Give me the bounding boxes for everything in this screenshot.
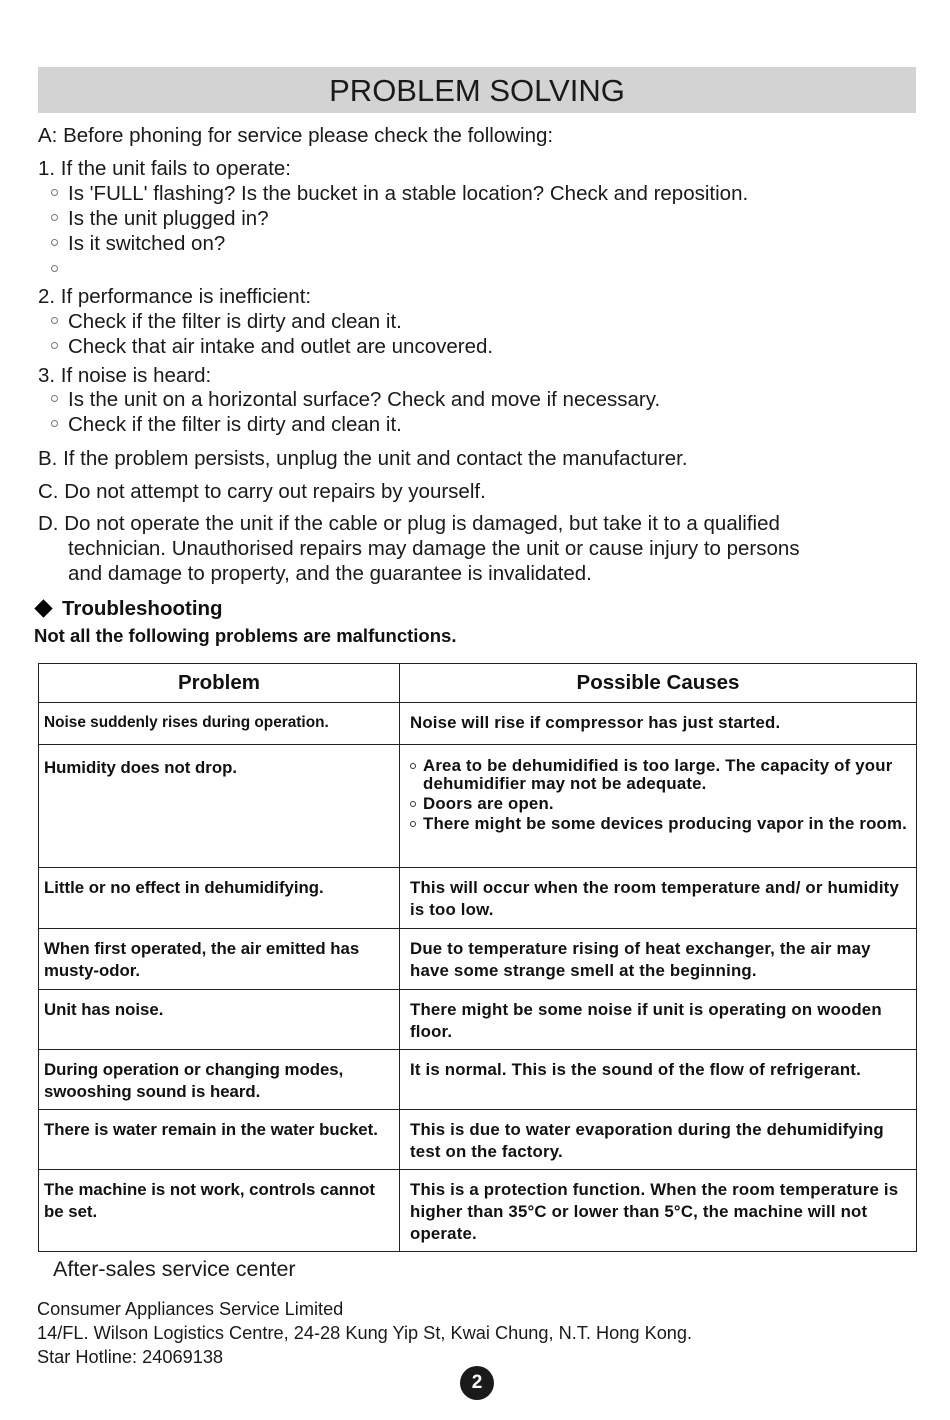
- troubleshooting-heading: Troubleshooting: [62, 597, 223, 620]
- problem-cell: The machine is not work, controls cannot be set.: [39, 1170, 400, 1252]
- after-sales-heading: After-sales service center: [53, 1257, 296, 1281]
- table-row: [39, 1170, 917, 1252]
- table-row: [39, 745, 917, 868]
- cause-cell: This will occur when the room temperature and/ or humidity is too low.: [400, 868, 917, 929]
- problem-cell: Humidity does not drop.: [39, 745, 400, 868]
- table-row: [39, 1110, 917, 1170]
- table-row: [39, 1050, 917, 1110]
- intro-text: A: Before phoning for service please check the following:: [38, 124, 554, 147]
- table-row: [39, 990, 917, 1050]
- cause-cell: This is a protection function. When the room temperature is higher than 35°C or lower than 5°C, the machine will not operate.: [400, 1170, 917, 1252]
- table-row: [39, 929, 917, 990]
- page-title: PROBLEM SOLVING: [329, 73, 625, 108]
- paragraph-d-line1: D. Do not operate the unit if the cable or plug is damaged, but take it to a qualified: [38, 512, 780, 535]
- problem-cell: When first operated, the air emitted has musty-odor.: [39, 929, 400, 990]
- section1-item: Is 'FULL' flashing? Is the bucket in a stable location? Check and reposition.: [68, 182, 749, 205]
- section2-heading: 2. If performance is inefficient:: [38, 285, 312, 308]
- cause-cell: There might be some noise if unit is operating on wooden floor.: [400, 990, 917, 1050]
- problem-cell: During operation or changing modes, swooshing sound is heard.: [39, 1050, 400, 1110]
- table-row: [39, 868, 917, 929]
- troubleshooting-subheading: Not all the following problems are malfunctions.: [34, 625, 457, 646]
- list-item: There might be some devices producing vapor in the room.: [404, 815, 910, 833]
- section3-item: Check if the filter is dirty and clean it.: [68, 413, 402, 436]
- paragraph-d-line2: technician. Unauthorised repairs may damage the unit or cause injury to persons: [68, 537, 800, 560]
- column-header-causes: Possible Causes: [400, 664, 917, 703]
- bullet-icon: [51, 189, 58, 196]
- cause-cell: Due to temperature rising of heat exchanger, the air may have some strange smell at the beginning.: [400, 929, 917, 990]
- bullet-icon: [51, 239, 58, 246]
- cause-cell: Noise will rise if compressor has just started.: [400, 703, 917, 745]
- bullet-icon: [51, 420, 58, 427]
- diamond-icon: [34, 599, 52, 617]
- section1-heading: 1. If the unit fails to operate:: [38, 157, 291, 180]
- bullet-icon: [410, 801, 416, 807]
- service-hotline: Star Hotline: 24069138: [37, 1347, 224, 1367]
- problem-cell: Noise suddenly rises during operation.: [39, 703, 400, 745]
- bullet-icon: [410, 763, 416, 769]
- cause-cell: It is normal. This is the sound of the flow of refrigerant.: [400, 1050, 917, 1110]
- table-row: [39, 703, 917, 745]
- cause-cell: [400, 745, 917, 868]
- service-company: Consumer Appliances Service Limited: [37, 1299, 344, 1319]
- column-header-problem: Problem: [39, 664, 400, 703]
- bullet-icon: [410, 821, 416, 827]
- problem-cell: Unit has noise.: [39, 990, 400, 1050]
- troubleshooting-table: [38, 663, 917, 1252]
- section2-item: Check if the filter is dirty and clean it.: [68, 310, 402, 333]
- paragraph-b: B. If the problem persists, unplug the unit and contact the manufacturer.: [38, 447, 688, 470]
- problem-cell: Little or no effect in dehumidifying.: [39, 868, 400, 929]
- problem-cell: There is water remain in the water bucket.: [39, 1110, 400, 1170]
- bullet-icon: [51, 317, 58, 324]
- page-number: 2: [460, 1366, 494, 1400]
- bullet-icon: [51, 214, 58, 221]
- list-item: Doors are open.: [404, 795, 910, 813]
- table-header-row: [39, 664, 917, 703]
- section3-heading: 3. If noise is heard:: [38, 364, 212, 387]
- bullet-icon: [51, 395, 58, 402]
- section1-item: Is it switched on?: [68, 232, 226, 255]
- bullet-icon: [51, 265, 58, 272]
- cause-cell: This is due to water evaporation during the dehumidifying test on the factory.: [400, 1110, 917, 1170]
- paragraph-d-line3: and damage to property, and the guarantee is invalidated.: [68, 562, 592, 585]
- section1-item: Is the unit plugged in?: [68, 207, 269, 230]
- cause-list: [404, 757, 910, 833]
- section3-item: Is the unit on a horizontal surface? Check and move if necessary.: [68, 388, 661, 411]
- list-item: Area to be dehumidified is too large. The capacity of your dehumidifier may not be adequate.: [404, 757, 910, 793]
- bullet-icon: [51, 342, 58, 349]
- service-address: 14/FL. Wilson Logistics Centre, 24-28 Kung Yip St, Kwai Chung, N.T. Hong Kong.: [37, 1323, 693, 1343]
- paragraph-c: C. Do not attempt to carry out repairs by yourself.: [38, 480, 486, 503]
- section2-item: Check that air intake and outlet are uncovered.: [68, 335, 494, 358]
